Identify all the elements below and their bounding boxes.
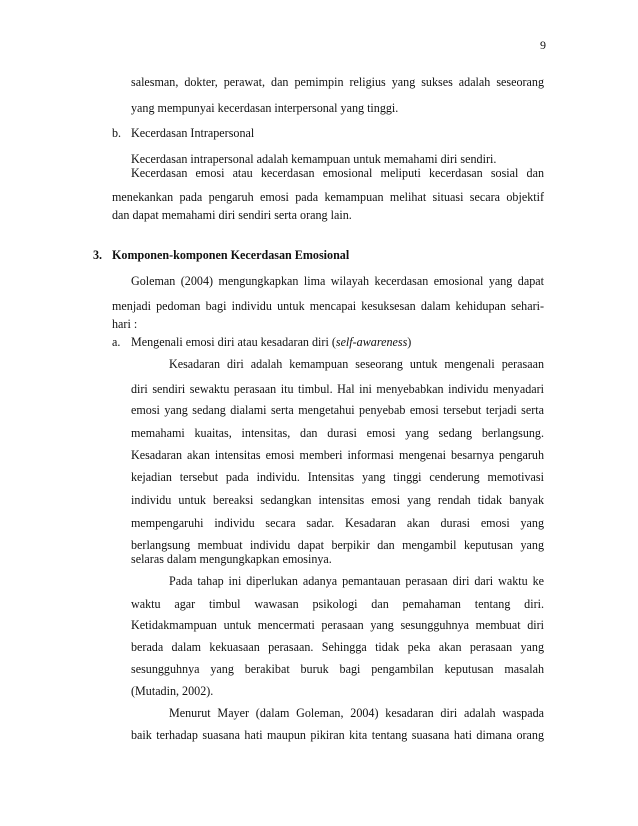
text-line: mempengaruhi individu secara sadar. Kesadaran akan durasi emosi yang [131, 516, 544, 530]
subheading-intrapersonal: Kecerdasan Intrapersonal [131, 126, 255, 140]
subheading-text: Mengenali emosi diri atau kesadaran diri ( [131, 335, 336, 349]
page-number: 9 [540, 38, 546, 52]
text-line: kejadian tersebut pada individu. Intensitas yang tinggi cenderung memotivasi [131, 470, 544, 484]
text-line: salesman, dokter, perawat, dan pemimpin religius yang sukses adalah seseorang [131, 75, 544, 89]
text-line: Ketidakmampuan untuk mencermati perasaan yang sesungguhnya membuat diri [131, 618, 544, 632]
text-line: individu untuk bereaksi sedangkan intensitas emosi yang rendah tidak banyak [131, 493, 544, 507]
text-line: memahami kuaitas, intensitas, dan durasi emosi yang sedang berlangsung. [131, 426, 544, 440]
list-marker-b: b. [112, 126, 122, 140]
text-line: baik terhadap suasana hati maupun pikiran kita tentang suasana hati dimana orang [131, 728, 544, 742]
section-number: 3. [93, 248, 103, 262]
text-line: berlangsung membuat individu dapat berpikir dan mengambil keputusan yang [131, 538, 544, 552]
text-line: Kesadaran diri adalah kemampuan seseorang untuk mengenali perasaan [169, 357, 544, 371]
subheading-self-awareness [131, 334, 411, 350]
text-line: menjadi pedoman bagi individu untuk mencapai kesuksesan dalam kehidupan sehari- [112, 299, 544, 313]
text-line: Kesadaran akan intensitas emosi memberi informasi mengenai besarnya pengaruh [131, 448, 544, 462]
text-line: Goleman (2004) mengungkapkan lima wilayah kecerdasan emosional yang dapat [131, 274, 544, 288]
text-line: menekankan pada pengaruh emosi pada kemampuan melihat situasi secara objektif [112, 190, 544, 204]
text-line: Pada tahap ini diperlukan adanya pemantauan perasaan diri dari waktu ke [169, 574, 544, 588]
text-line: waktu agar timbul wawasan psikologi dan pemahaman tentang diri. [131, 597, 544, 611]
text-line: berada dalam kekuasaan perasaan. Sehingga tidak peka akan perasaan yang [131, 640, 544, 654]
text-line: sesungguhnya yang berakibat buruk bagi pengambilan keputusan masalah [131, 662, 544, 676]
text-line: emosi yang sedang dialami serta mengetahui penyebab emosi tersebut terjadi serta [131, 403, 544, 417]
list-marker-a: a. [112, 335, 121, 349]
text-line: Kecerdasan intrapersonal adalah kemampuan untuk memahami diri sendiri. [131, 152, 497, 166]
text-line: Menurut Mayer (dalam Goleman, 2004) kesadaran diri adalah waspada [169, 706, 544, 720]
subheading-close: ) [407, 335, 412, 349]
text-line: yang mempunyai kecerdasan interpersonal yang tinggi. [131, 101, 399, 115]
text-line: selaras dalam mengungkapkan emosinya. [131, 552, 332, 566]
text-line: Kecerdasan emosi atau kecerdasan emosional meliputi kecerdasan sosial dan [131, 166, 544, 180]
text-line: dan dapat memahami diri sendiri serta orang lain. [112, 208, 352, 222]
section-heading: Komponen-komponen Kecerdasan Emosional [112, 248, 350, 262]
text-line: hari : [112, 317, 138, 331]
subheading-italic: self-awareness [335, 335, 408, 349]
text-line: (Mutadin, 2002). [131, 684, 214, 698]
text-line: diri sendiri sewaktu perasaan itu timbul. Hal ini menyebabkan individu menyadari [131, 382, 544, 396]
